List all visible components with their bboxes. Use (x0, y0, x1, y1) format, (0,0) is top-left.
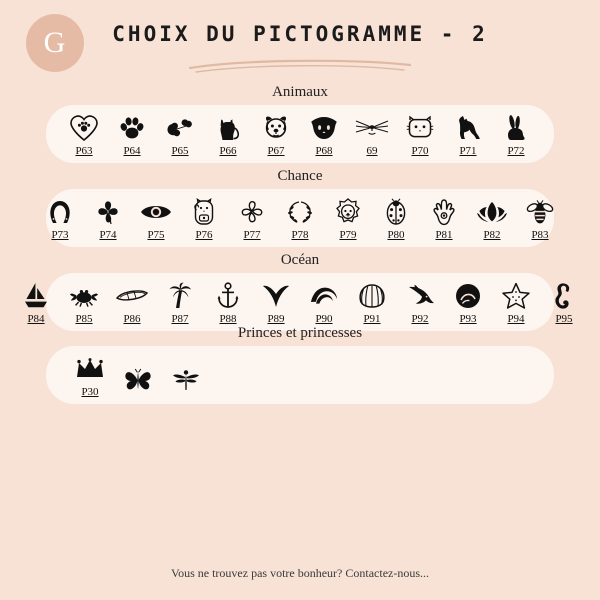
section-label: Océan (280, 252, 320, 268)
pictogram-item[interactable] (60, 281, 108, 325)
pictogram-item[interactable] (108, 281, 156, 325)
pictogram-item[interactable] (204, 281, 252, 325)
pictogram-item[interactable] (540, 281, 588, 325)
pictogram-item[interactable] (276, 197, 324, 241)
crab-icon[interactable] (69, 281, 99, 311)
pictogram-code: P87 (171, 313, 189, 325)
section-label: Animaux (272, 84, 328, 100)
pictogram-code: P90 (315, 313, 333, 325)
pictogram-item[interactable] (156, 113, 204, 157)
dragonfly-icon[interactable] (172, 365, 200, 395)
pictogram-item[interactable] (348, 113, 396, 157)
pictogram-code: P81 (435, 229, 453, 241)
pictogram-code: P63 (75, 145, 93, 157)
pictogram-code: P84 (27, 313, 45, 325)
pictogram-code: P89 (267, 313, 285, 325)
pictogram-item[interactable] (84, 197, 132, 241)
pictogram-code: P76 (195, 229, 213, 241)
pictogram-code: P77 (243, 229, 261, 241)
pictogram-code: P71 (459, 145, 477, 157)
pictogram-code: P92 (411, 313, 429, 325)
pictogram-code: P30 (81, 386, 99, 398)
pictogram-item[interactable] (162, 365, 210, 398)
pictogram-code: P86 (123, 313, 141, 325)
four-leaf-clover-icon[interactable] (94, 197, 122, 227)
maneki-neko-icon[interactable] (192, 197, 216, 227)
lotus-flower-icon[interactable] (476, 197, 508, 227)
crown-icon[interactable] (75, 354, 105, 384)
pug-dog-face-icon[interactable] (262, 113, 290, 143)
cat-outline-face-icon[interactable] (406, 113, 434, 143)
surfboard-icon[interactable] (115, 281, 149, 311)
anchor-icon[interactable] (216, 281, 240, 311)
pictogram-list (66, 354, 210, 398)
pictogram-item[interactable] (252, 113, 300, 157)
pictogram-list (12, 281, 588, 325)
section-animaux (46, 84, 554, 163)
evil-eye-icon[interactable] (140, 197, 172, 227)
clover-outline-icon[interactable] (238, 197, 266, 227)
hamsa-hand-icon[interactable] (431, 197, 457, 227)
dog-bone-icon[interactable] (165, 113, 195, 143)
pictogram-code: P83 (531, 229, 549, 241)
lion-head-icon[interactable] (335, 197, 361, 227)
footer-note: Vous ne trouvez pas votre bonheur? Contactez-nous... (170, 566, 430, 580)
horse-icon[interactable] (454, 113, 482, 143)
pictogram-pill (46, 105, 554, 163)
cat-sitting-icon[interactable] (215, 113, 241, 143)
pictogram-code: 69 (366, 145, 378, 157)
section-princes-princesses (46, 325, 554, 404)
pictogram-code: P95 (555, 313, 573, 325)
palm-tree-icon[interactable] (167, 281, 193, 311)
logo-letter: G (43, 26, 67, 59)
pictogram-code: P70 (411, 145, 429, 157)
section-label: Chance (277, 168, 323, 184)
pictogram-code: P72 (507, 145, 525, 157)
pictogram-item[interactable] (324, 197, 372, 241)
pictogram-code: P79 (339, 229, 357, 241)
ladybug-icon[interactable] (384, 197, 408, 227)
pictogram-code: P80 (387, 229, 405, 241)
pictogram-item[interactable] (396, 113, 444, 157)
butterfly-icon[interactable] (124, 365, 152, 395)
pictogram-item[interactable] (180, 197, 228, 241)
pictogram-item[interactable] (114, 365, 162, 398)
pictogram-list (36, 197, 564, 241)
pictogram-pill (46, 346, 554, 404)
pictogram-item[interactable] (372, 197, 420, 241)
pictogram-item[interactable] (156, 281, 204, 325)
pictogram-code: P74 (99, 229, 117, 241)
pictogram-code: P94 (507, 313, 525, 325)
starfish-icon[interactable] (502, 281, 530, 311)
title-underline-flourish (186, 58, 414, 74)
pictogram-code: P65 (171, 145, 189, 157)
wave-circle-icon[interactable] (455, 281, 481, 311)
horseshoe-icon[interactable] (47, 197, 73, 227)
pictogram-item[interactable] (36, 197, 84, 241)
pictogram-pill (46, 189, 554, 247)
pictogram-item[interactable] (468, 197, 516, 241)
pictogram-code: P88 (219, 313, 237, 325)
pictogram-item[interactable] (204, 113, 252, 157)
heart-paw-icon[interactable] (70, 113, 98, 143)
pictogram-item[interactable] (228, 197, 276, 241)
pictogram-code: P78 (291, 229, 309, 241)
cat-whiskers-icon[interactable] (355, 113, 389, 143)
pictogram-item[interactable] (444, 281, 492, 325)
pictogram-item[interactable] (252, 281, 300, 325)
pictogram-code: P93 (459, 313, 477, 325)
pictogram-code: P64 (123, 145, 141, 157)
pictogram-item[interactable] (132, 197, 180, 241)
pictogram-pill (27, 273, 573, 331)
pictogram-item[interactable] (108, 113, 156, 157)
pictogram-code: P91 (363, 313, 381, 325)
rabbit-icon[interactable] (503, 113, 529, 143)
pictogram-code: P82 (483, 229, 501, 241)
pictogram-item[interactable] (348, 281, 396, 325)
pictogram-item[interactable] (396, 281, 444, 325)
bee-icon[interactable] (526, 197, 554, 227)
pictogram-item[interactable] (492, 113, 540, 157)
pictogram-item[interactable] (492, 281, 540, 325)
section-label: Princes et princesses (237, 325, 363, 341)
pictogram-item[interactable] (420, 197, 468, 241)
pictogram-item[interactable] (12, 281, 60, 325)
pictogram-code: P67 (267, 145, 285, 157)
section-ocean (27, 252, 573, 331)
pictogram-code: P75 (147, 229, 165, 241)
pictogram-item[interactable] (60, 113, 108, 157)
cat-face-icon[interactable] (309, 113, 339, 143)
whale-tail-icon[interactable] (261, 281, 291, 311)
seahorse-icon[interactable] (553, 281, 575, 311)
scallop-shell-icon[interactable] (358, 281, 386, 311)
pictogram-item[interactable] (300, 281, 348, 325)
paw-print-icon[interactable] (118, 113, 146, 143)
laurel-wreath-icon[interactable] (286, 197, 314, 227)
sailboat-icon[interactable] (23, 281, 49, 311)
page-title: CHOIX DU PICTOGRAMME - 2 (112, 22, 488, 46)
pictogram-item[interactable] (300, 113, 348, 157)
pictogram-code: P85 (75, 313, 93, 325)
pictogram-item[interactable] (444, 113, 492, 157)
dolphin-icon[interactable] (405, 281, 435, 311)
pictogram-code: P66 (219, 145, 237, 157)
pictogram-code: P73 (51, 229, 69, 241)
pictogram-list (60, 113, 540, 157)
pictogram-item[interactable] (66, 354, 114, 398)
pictogram-code: P68 (315, 145, 333, 157)
pictogram-item[interactable] (516, 197, 564, 241)
wave-icon[interactable] (309, 281, 339, 311)
section-chance (46, 168, 554, 247)
